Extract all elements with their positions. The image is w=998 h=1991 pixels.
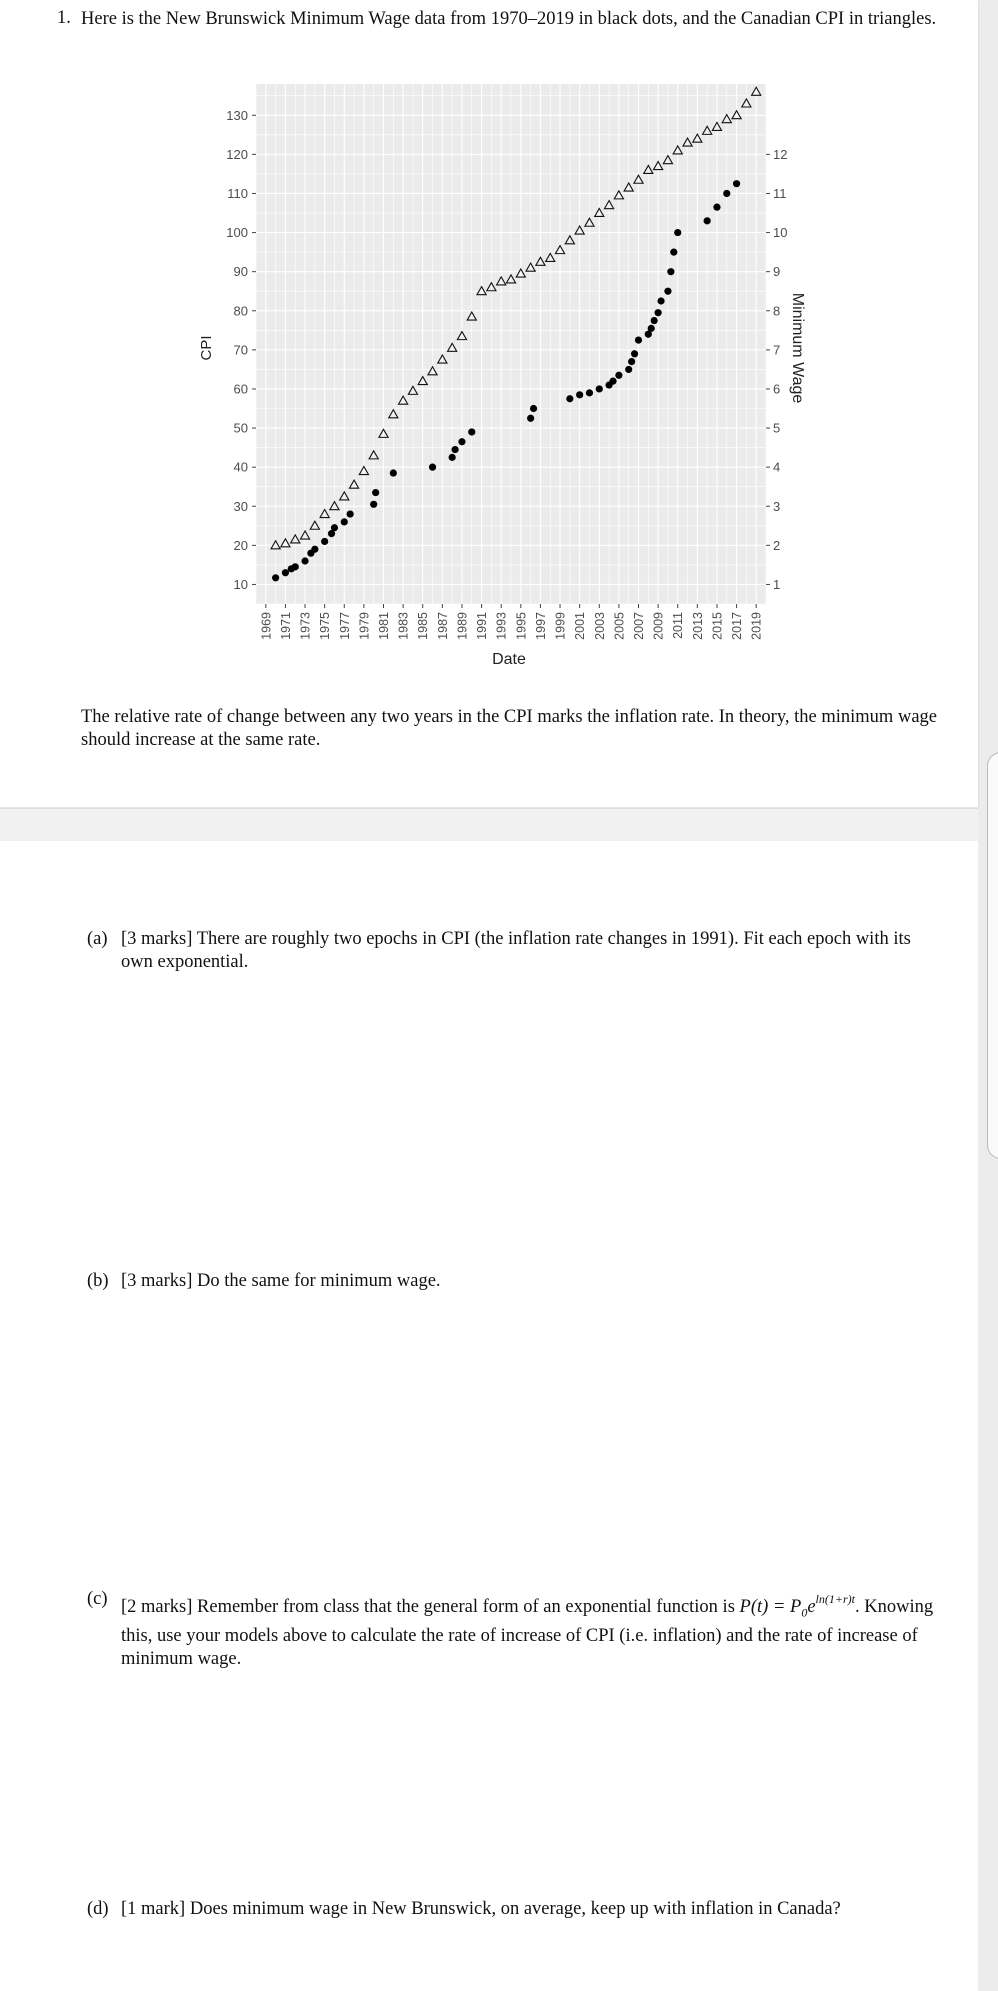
minimum-wage-point — [713, 204, 720, 211]
minimum-wage-point — [625, 366, 632, 373]
x-tick-label: 1969 — [259, 612, 274, 640]
left-tick-label: 110 — [227, 185, 248, 201]
minimum-wage-point — [347, 510, 354, 517]
minimum-wage-point — [723, 190, 730, 197]
left-tick-label: 70 — [233, 342, 248, 358]
minimum-wage-point — [272, 574, 279, 581]
x-tick-label: 1983 — [396, 612, 411, 640]
right-tick-label: 12 — [773, 146, 788, 162]
minimum-wage-point — [372, 489, 379, 496]
formula — [739, 1592, 855, 1620]
formula-e: e — [807, 1597, 816, 1617]
page-gap — [0, 808, 978, 842]
minimum-wage-point — [566, 395, 573, 402]
formula-main: P(t) = P — [739, 1597, 802, 1617]
left-tick-label: 90 — [233, 264, 248, 280]
x-tick-label: 1999 — [553, 612, 568, 640]
part-a — [87, 928, 937, 974]
minimum-wage-point — [458, 438, 465, 445]
right-tick-label: 1 — [773, 576, 781, 592]
formula-exponent: ln(1+r)t — [815, 1592, 855, 1606]
minimum-wage-point — [596, 385, 603, 392]
x-tick-label: 1971 — [278, 612, 293, 640]
minimum-wage-point — [657, 297, 664, 304]
minimum-wage-point — [530, 405, 537, 412]
left-tick-label: 50 — [233, 420, 248, 436]
x-tick-label: 2015 — [710, 612, 725, 640]
right-tick-label: 9 — [773, 264, 781, 280]
scatter-chart — [194, 76, 814, 674]
x-tick-label: 1977 — [337, 612, 352, 640]
question-intro: Here is the New Brunswick Minimum Wage data from 1970–2019 in black dots, and the Canadian CPI in triangles. — [81, 9, 937, 29]
left-tick-label: 10 — [233, 576, 248, 592]
minimum-wage-point — [615, 372, 622, 379]
right-tick-label: 8 — [773, 303, 781, 319]
minimum-wage-point — [651, 317, 658, 324]
minimum-wage-point — [301, 557, 308, 564]
part-c-text-before: [2 marks] Remember from class that the general form of an exponential function is — [121, 1597, 740, 1617]
document-page-1 — [0, 0, 978, 807]
minimum-wage-point — [429, 464, 436, 471]
minimum-wage-point — [586, 389, 593, 396]
y-axis-left-label: CPI — [198, 335, 215, 361]
part-c — [87, 1588, 937, 1671]
left-tick-label: 20 — [233, 537, 248, 553]
minimum-wage-point — [527, 415, 534, 422]
minimum-wage-point — [390, 469, 397, 476]
formula-subscript: 0 — [801, 1605, 808, 1620]
part-a-text: [3 marks] There are roughly two epochs in CPI (the inflation rate changes in 1991). Fit each epoch with its own exponential. — [121, 929, 911, 972]
minimum-wage-point — [704, 217, 711, 224]
x-tick-label: 1975 — [318, 612, 333, 640]
right-tick-label: 7 — [773, 342, 781, 358]
minimum-wage-point — [282, 569, 289, 576]
question-number: 1. — [57, 8, 71, 28]
minimum-wage-point — [468, 428, 475, 435]
left-tick-label: 100 — [226, 225, 248, 241]
right-tick-label: 4 — [773, 459, 781, 475]
x-tick-label: 2019 — [749, 612, 764, 640]
part-c-text — [121, 1588, 937, 1671]
part-b-text: [3 marks] Do the same for minimum wage. — [121, 1271, 441, 1291]
minimum-wage-point — [292, 563, 299, 570]
part-d-text: [1 mark] Does minimum wage in New Brunswick, on average, keep up with inflation in Canada? — [121, 1899, 841, 1919]
x-tick-label: 1989 — [455, 612, 470, 640]
part-c-label: (c) — [87, 1589, 108, 1609]
part-d — [87, 1898, 937, 1921]
inflation-paragraph: The relative rate of change between any two years in the CPI marks the inflation rate. In theory, the minimum wage should increase at the same rate. — [81, 707, 937, 750]
minimum-wage-point — [609, 378, 616, 385]
minimum-wage-point — [733, 180, 740, 187]
minimum-wage-point — [655, 309, 662, 316]
x-tick-label: 1987 — [435, 612, 450, 640]
minimum-wage-point — [311, 546, 318, 553]
x-tick-label: 1993 — [494, 612, 509, 640]
minimum-wage-point — [341, 518, 348, 525]
minimum-wage-point — [648, 325, 655, 332]
minimum-wage-point — [674, 229, 681, 236]
minimum-wage-point — [321, 538, 328, 545]
x-tick-label: 1979 — [357, 612, 372, 640]
right-tick-label: 10 — [773, 225, 788, 241]
x-tick-label: 2013 — [690, 612, 705, 640]
minimum-wage-point — [576, 391, 583, 398]
right-tick-label: 11 — [773, 185, 787, 201]
left-tick-label: 130 — [226, 107, 248, 123]
left-tick-label: 60 — [233, 381, 248, 397]
x-tick-label: 2003 — [592, 612, 607, 640]
right-tick-label: 2 — [773, 537, 781, 553]
viewer-side-tab[interactable] — [987, 752, 998, 1159]
right-tick-label: 3 — [773, 498, 781, 514]
x-tick-label: 1985 — [416, 612, 431, 640]
left-tick-label: 80 — [233, 303, 248, 319]
document-page-2 — [0, 841, 978, 1991]
y-axis-right-label: Minimum Wage — [789, 292, 806, 404]
minimum-wage-point — [635, 336, 642, 343]
minimum-wage-point — [451, 446, 458, 453]
minimum-wage-point — [631, 350, 638, 357]
part-c-text-after: . Knowing this, use your models above to calculate the rate of increase of CPI (i.e. inflation) and the rate of increase of minimum wage. — [121, 1597, 934, 1669]
x-tick-label: 1981 — [377, 612, 391, 640]
x-tick-label: 1991 — [475, 612, 490, 640]
x-tick-label: 2009 — [651, 612, 666, 640]
x-tick-label: 1995 — [514, 612, 529, 640]
right-tick-label: 5 — [773, 420, 781, 436]
part-d-label: (d) — [87, 1899, 109, 1919]
minimum-wage-point — [370, 501, 377, 508]
x-tick-label: 2001 — [573, 612, 588, 640]
x-tick-label: 2007 — [632, 612, 646, 640]
minimum-wage-point — [331, 524, 338, 531]
x-tick-label: 2011 — [671, 612, 686, 639]
right-tick-label: 6 — [773, 381, 781, 397]
left-tick-label: 40 — [233, 459, 248, 475]
part-a-label: (a) — [87, 929, 108, 949]
x-tick-label: 1997 — [533, 612, 548, 640]
minimum-wage-point — [667, 268, 674, 275]
x-tick-label: 2005 — [612, 612, 627, 640]
x-tick-label: 2017 — [730, 612, 745, 640]
minimum-wage-point — [449, 454, 456, 461]
part-b — [87, 1270, 937, 1293]
minimum-wage-point — [664, 288, 671, 295]
x-tick-label: 1973 — [298, 612, 313, 640]
part-b-label: (b) — [87, 1271, 109, 1291]
left-tick-label: 120 — [226, 146, 248, 162]
minimum-wage-point — [670, 249, 677, 256]
minimum-wage-point — [628, 358, 635, 365]
x-axis-label: Date — [492, 651, 526, 668]
chart-container — [194, 76, 814, 674]
left-tick-label: 30 — [233, 498, 248, 514]
